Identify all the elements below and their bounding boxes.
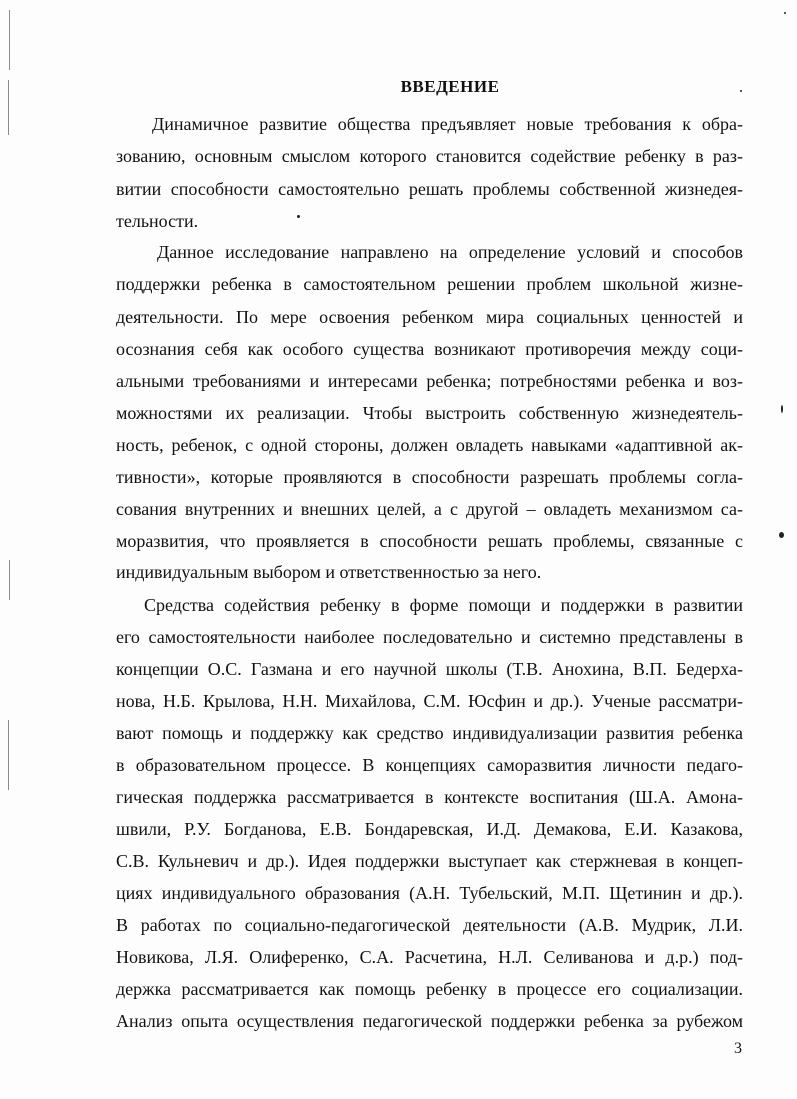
text-line: Анализ опыта осуществления педагогической поддержки ребенка за рубежом	[116, 1011, 743, 1031]
scan-margin-mark	[8, 720, 9, 790]
text-line: гическая поддержка рассматривается в контексте воспитания (Ш.А. Амона-	[116, 787, 743, 807]
text-line: тельности.	[116, 211, 199, 231]
text-line: его самостоятельности наиболее последовательно и системно представлены в	[116, 627, 743, 647]
scan-speck	[781, 405, 783, 413]
text-line: концепции О.С. Газмана и его научной школы (Т.В. Анохина, В.П. Бедерха-	[116, 659, 743, 679]
text-line: циях индивидуального образования (А.Н. Тубельский, М.П. Щетинин и др.).	[116, 883, 743, 903]
scan-speck	[784, 12, 786, 14]
text-line: моразвития, что проявляется в способности решать проблемы, связанные с	[116, 531, 743, 551]
text-line: Данное исследование направлено на определение условий и способов	[157, 242, 743, 262]
text-line: вают помощь и поддержку как средство индивидуализации развития ребенка	[116, 723, 743, 743]
text-line: сования внутренних и внешних целей, а с другой – овладеть механизмом са-	[116, 499, 743, 519]
text-line: С.В. Кульневич и др.). Идея поддержки выступает как стержневая в концеп-	[116, 851, 743, 871]
text-line: альными требованиями и интересами ребенка; потребностями ребенка и воз-	[116, 371, 743, 391]
text-line: поддержки ребенка в самостоятельном решении проблем школьной жизне-	[116, 274, 743, 294]
text-line: индивидуальным выбором и ответственностью за него.	[116, 562, 542, 582]
page-title: ВВЕДЕНИЕ	[400, 77, 500, 96]
text-line: тивности», которые проявляются в способности разрешать проблемы согла-	[116, 467, 743, 487]
text-line: Средства содействия ребенку в форме помощи и поддержки в развитии	[144, 595, 743, 615]
text-line: Новикова, Л.Я. Олиференко, С.А. Расчетина, Н.Л. Селиванова и д.р.) под-	[116, 947, 743, 967]
text-line: нова, Н.Б. Крылова, Н.Н. Михайлова, С.М. Юсфин и др.). Ученые рассматри-	[116, 691, 743, 711]
text-line: держка рассматривается как помощь ребенку в процессе его социализации.	[116, 979, 743, 999]
text-line: витии способности самостоятельно решать проблемы собственной жизнедея-	[116, 179, 743, 199]
text-line: зованию, основным смыслом которого становится содействие ребенку в раз-	[116, 146, 743, 166]
page-number: 3	[734, 1040, 742, 1057]
scan-margin-mark	[9, 10, 10, 70]
text-line: деятельности. По мере освоения ребенком мира социальных ценностей и	[116, 307, 743, 327]
text-line: ность, ребенок, с одной стороны, должен овладеть навыками «адаптивной ак-	[116, 435, 743, 455]
text-line: В работах по социально-педагогической деятельности (А.В. Мудрик, Л.И.	[116, 915, 743, 935]
text-line: в образовательном процессе. В концепциях саморазвития личности педаго-	[116, 755, 743, 775]
scan-margin-mark	[9, 560, 10, 600]
text-line: осознания себя как особого существа возникают противоречия между соци-	[116, 339, 743, 359]
text-line: Динамичное развитие общества предъявляет новые требования к обра-	[152, 114, 743, 134]
text-line: можностями их реализации. Чтобы выстроить собственную жизнедеятель-	[116, 403, 743, 423]
scan-speck	[779, 532, 784, 538]
text-line: швили, Р.У. Богданова, Е.В. Бондаревская, И.Д. Демакова, Е.И. Казакова,	[116, 819, 743, 839]
